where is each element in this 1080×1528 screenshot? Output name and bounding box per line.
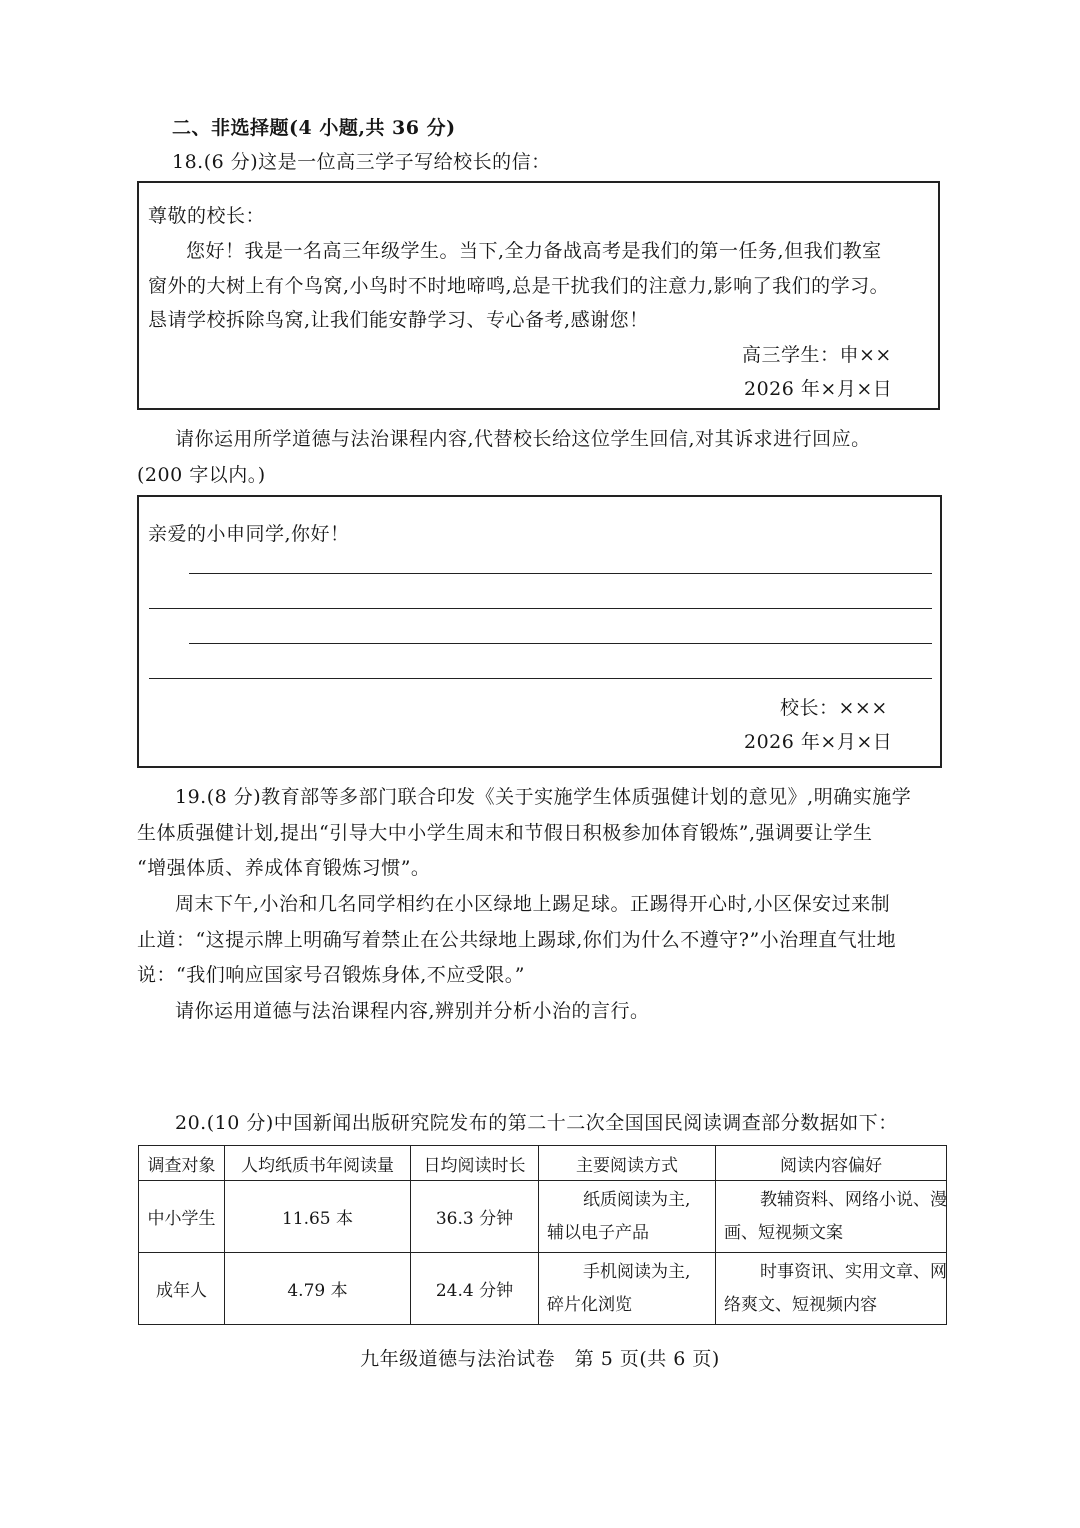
letter-box [137,181,940,410]
table-header-cell: 日均阅读时长 [411,1146,539,1181]
letter-date: 2026 年×月×日 [744,378,893,400]
answer-line[interactable] [149,678,932,679]
letter-signature: 高三学生：申×× [742,344,892,366]
cell-preference [716,1181,947,1253]
cell-time: 36.3 分钟 [411,1181,539,1253]
table-row [139,1253,947,1325]
q19-line-3: “增强体质、养成体育锻炼习惯”。 [137,857,431,879]
cell-subject: 中小学生 [139,1181,225,1253]
page-footer: 九年级道德与法治试卷 第 5 页(共 6 页) [360,1348,720,1370]
table-row [139,1181,947,1253]
cell-preference-line: 画、短视频文案 [724,1222,843,1243]
q18-prompt-line-2: (200 字以内。) [137,464,266,486]
answer-line[interactable] [189,573,932,574]
table-header-cell: 主要阅读方式 [539,1146,716,1181]
q18-prompt-line-1: 请你运用所学道德与法治课程内容,代替校长给这位学生回信,对其诉求进行回应。 [175,428,871,450]
answer-line[interactable] [189,643,932,644]
q19-line-7: 请你运用道德与法治课程内容,辨别并分析小治的言行。 [175,1000,650,1022]
cell-time: 24.4 分钟 [411,1253,539,1325]
letter-salutation: 尊敬的校长： [148,205,266,227]
reply-signature: 校长：××× [780,697,888,719]
q19-line-6: 说：“我们响应国家号召锻炼身体,不应受限。” [137,964,525,986]
q19-line-4: 周末下午,小治和几名同学相约在小区绿地上踢足球。正踢得开心时,小区保安过来制 [175,893,891,915]
cell-preference-line: 络爽文、短视频内容 [724,1294,877,1315]
table-header-row [139,1146,947,1181]
reply-greeting: 亲爱的小申同学,你好！ [148,523,350,545]
cell-mode [539,1253,716,1325]
table-header-cell: 人均纸质书年阅读量 [225,1146,411,1181]
cell-mode-line: 碎片化浏览 [547,1294,632,1315]
cell-books: 4.79 本 [225,1253,411,1325]
answer-line[interactable] [149,608,932,609]
cell-mode-line: 纸质阅读为主, [583,1189,691,1210]
letter-body-line-2: 窗外的大树上有个鸟窝,小鸟时不时地啼鸣,总是干扰我们的注意力,影响了我们的学习。 [148,275,890,297]
cell-preference [716,1253,947,1325]
q19-line-5: 止道：“这提示牌上明确写着禁止在公共绿地上踢球,你们为什么不遵守?”小治理直气壮地 [137,929,897,951]
reply-box [137,495,942,768]
cell-books: 11.65 本 [225,1181,411,1253]
cell-preference-line: 教辅资料、网络小说、漫 [760,1189,947,1210]
q19-line-1: 19.(8 分)教育部等多部门联合印发《关于实施学生体质强健计划的意见》,明确实施学 [175,786,912,808]
reply-date: 2026 年×月×日 [744,731,893,753]
q20-stem: 20.(10 分)中国新闻出版研究院发布的第二十二次全国国民阅读调查部分数据如下： [175,1112,898,1134]
letter-body-line-1: 您好！我是一名高三年级学生。当下,全力备战高考是我们的第一任务,但我们教室 [186,240,882,262]
cell-preference-line: 时事资讯、实用文章、网 [760,1261,947,1282]
q19-line-2: 生体质强健计划,提出“引导大中小学生周末和节假日积极参加体育锻炼”,强调要让学生 [137,822,873,844]
cell-mode-line: 辅以电子产品 [547,1222,649,1243]
cell-subject: 成年人 [139,1253,225,1325]
reading-survey-table [138,1145,947,1325]
table-header-cell: 阅读内容偏好 [716,1146,947,1181]
section-title: 二、非选择题(4 小题,共 36 分) [172,117,456,139]
table-header-cell: 调查对象 [139,1146,225,1181]
q18-stem: 18.(6 分)这是一位高三学子写给校长的信： [172,151,551,173]
cell-mode [539,1181,716,1253]
letter-body-line-3: 恳请学校拆除鸟窝,让我们能安静学习、专心备考,感谢您！ [148,309,649,331]
cell-mode-line: 手机阅读为主, [583,1261,691,1282]
